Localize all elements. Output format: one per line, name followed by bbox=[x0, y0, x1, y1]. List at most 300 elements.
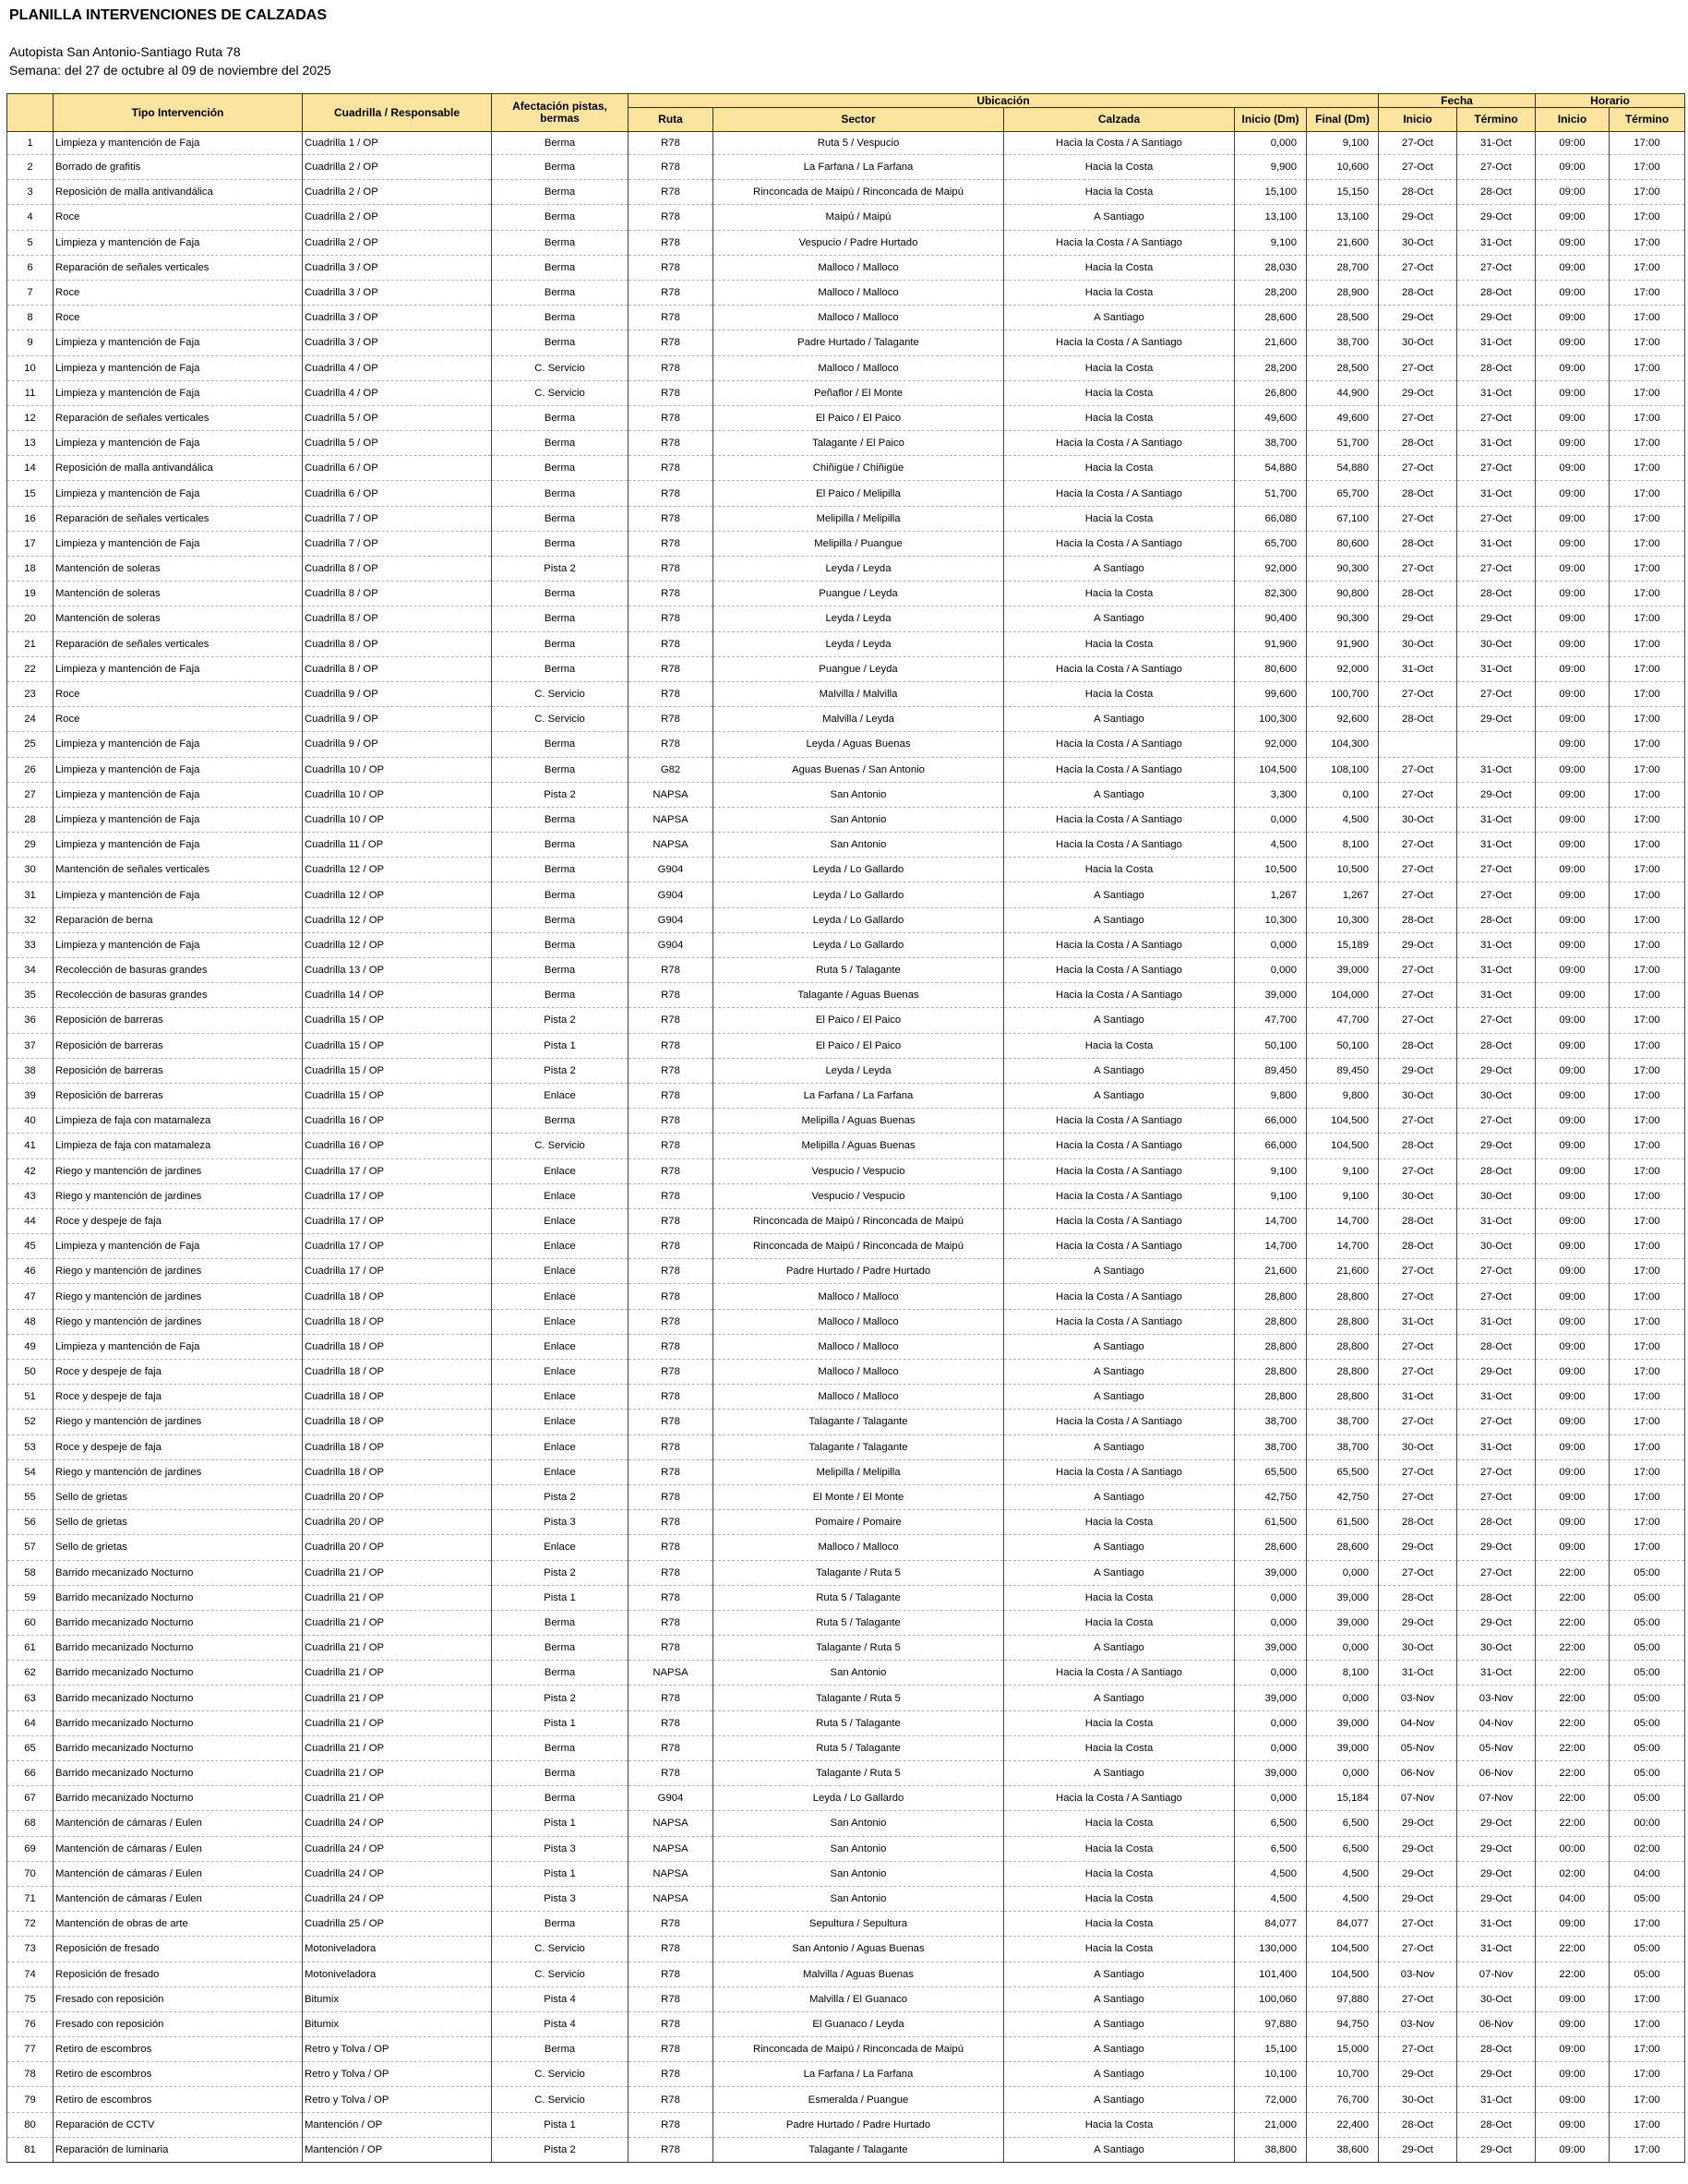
cell-hora-termino: 05:00 bbox=[1610, 1937, 1685, 1962]
cell-sector: Leyda / Leyda bbox=[713, 606, 1004, 631]
cell-fecha-termino: 27-Oct bbox=[1457, 456, 1536, 481]
cell-cuadrilla: Retro y Tolva / OP bbox=[303, 2062, 492, 2087]
table-row bbox=[7, 707, 1685, 732]
cell-sector: Talagante / Aguas Buenas bbox=[713, 983, 1004, 1008]
cell-tipo: Riego y mantención de jardines bbox=[54, 1410, 303, 1434]
cell-cuadrilla: Cuadrilla 2 / OP bbox=[303, 230, 492, 255]
cell-final-dm: 90,800 bbox=[1307, 582, 1379, 606]
cell-tipo: Roce y despeje de faja bbox=[54, 1385, 303, 1410]
cell-inicio-dm: 26,800 bbox=[1235, 380, 1307, 405]
cell-inicio-dm: 28,200 bbox=[1235, 280, 1307, 305]
cell-final-dm: 14,700 bbox=[1307, 1208, 1379, 1233]
cell-sector: Talagante / Talagante bbox=[713, 1410, 1004, 1434]
table-row bbox=[7, 1735, 1685, 1760]
cell-tipo: Barrido mecanizado Nocturno bbox=[54, 1686, 303, 1710]
cell-fecha-inicio: 04-Nov bbox=[1379, 1710, 1457, 1735]
cell-calzada: A Santiago bbox=[1004, 1986, 1235, 2011]
cell-tipo: Barrido mecanizado Nocturno bbox=[54, 1735, 303, 1760]
cell-calzada: Hacia la Costa bbox=[1004, 1585, 1235, 1610]
cell-afectacion: Pista 2 bbox=[492, 1484, 629, 1509]
cell-num: 21 bbox=[7, 631, 54, 656]
cell-calzada: A Santiago bbox=[1004, 882, 1235, 907]
cell-calzada: Hacia la Costa bbox=[1004, 1861, 1235, 1886]
cell-sector: Malloco / Malloco bbox=[713, 1334, 1004, 1359]
cell-inicio-dm: 50,100 bbox=[1235, 1033, 1307, 1058]
cell-ruta: R78 bbox=[629, 1334, 713, 1359]
cell-calzada: Hacia la Costa / A Santiago bbox=[1004, 1158, 1235, 1183]
cell-fecha-inicio: 29-Oct bbox=[1379, 205, 1457, 230]
cell-final-dm: 65,700 bbox=[1307, 481, 1379, 506]
cell-ruta: R78 bbox=[629, 1636, 713, 1661]
cell-afectacion: Berma bbox=[492, 1761, 629, 1786]
cell-afectacion: Berma bbox=[492, 2037, 629, 2062]
cell-ruta: R78 bbox=[629, 1008, 713, 1033]
cell-hora-inicio: 09:00 bbox=[1536, 1410, 1610, 1434]
cell-ruta: R78 bbox=[629, 1484, 713, 1509]
cell-final-dm: 14,700 bbox=[1307, 1234, 1379, 1259]
cell-sector: Ruta 5 / Talagante bbox=[713, 1735, 1004, 1760]
cell-tipo: Reparación de señales verticales bbox=[54, 506, 303, 531]
cell-calzada: Hacia la Costa bbox=[1004, 155, 1235, 180]
cell-fecha-termino: 27-Oct bbox=[1457, 506, 1536, 531]
cell-inicio-dm: 4,500 bbox=[1235, 1886, 1307, 1911]
cell-tipo: Limpieza y mantención de Faja bbox=[54, 132, 303, 155]
cell-sector: La Farfana / La Farfana bbox=[713, 155, 1004, 180]
cell-num: 68 bbox=[7, 1811, 54, 1836]
cell-num: 48 bbox=[7, 1309, 54, 1334]
cell-inicio-dm: 92,000 bbox=[1235, 557, 1307, 582]
cell-hora-termino: 17:00 bbox=[1610, 2062, 1685, 2087]
cell-tipo: Limpieza y mantención de Faja bbox=[54, 732, 303, 757]
cell-hora-termino: 17:00 bbox=[1610, 582, 1685, 606]
cell-hora-termino: 17:00 bbox=[1610, 1234, 1685, 1259]
cell-ruta: R78 bbox=[629, 481, 713, 506]
cell-ruta: R78 bbox=[629, 1560, 713, 1585]
cell-calzada: Hacia la Costa bbox=[1004, 858, 1235, 882]
cell-hora-inicio: 09:00 bbox=[1536, 506, 1610, 531]
table-row bbox=[7, 405, 1685, 430]
cell-inicio-dm: 28,030 bbox=[1235, 255, 1307, 280]
cell-inicio-dm: 90,400 bbox=[1235, 606, 1307, 631]
table-row bbox=[7, 2137, 1685, 2162]
cell-fecha-inicio: 29-Oct bbox=[1379, 1886, 1457, 1911]
cell-ruta: R78 bbox=[629, 1535, 713, 1560]
table-row bbox=[7, 1385, 1685, 1410]
cell-calzada: Hacia la Costa / A Santiago bbox=[1004, 1234, 1235, 1259]
cell-hora-termino: 00:00 bbox=[1610, 1811, 1685, 1836]
cell-cuadrilla: Cuadrilla 24 / OP bbox=[303, 1836, 492, 1861]
col-fecha-inicio: Inicio bbox=[1379, 108, 1457, 132]
cell-inicio-dm: 10,100 bbox=[1235, 2062, 1307, 2087]
table-row bbox=[7, 1686, 1685, 1710]
table-row bbox=[7, 907, 1685, 932]
cell-num: 24 bbox=[7, 707, 54, 732]
cell-tipo: Limpieza y mantención de Faja bbox=[54, 380, 303, 405]
cell-ruta: R78 bbox=[629, 1735, 713, 1760]
cell-fecha-termino: 31-Oct bbox=[1457, 807, 1536, 832]
cell-fecha-termino: 28-Oct bbox=[1457, 1033, 1536, 1058]
cell-sector: El Paico / El Paico bbox=[713, 1008, 1004, 1033]
cell-hora-termino: 04:00 bbox=[1610, 1861, 1685, 1886]
cell-hora-termino: 17:00 bbox=[1610, 405, 1685, 430]
cell-calzada: A Santiago bbox=[1004, 1686, 1235, 1710]
table-row bbox=[7, 1058, 1685, 1083]
cell-cuadrilla: Cuadrilla 15 / OP bbox=[303, 1008, 492, 1033]
cell-tipo: Limpieza y mantención de Faja bbox=[54, 807, 303, 832]
cell-cuadrilla: Cuadrilla 20 / OP bbox=[303, 1510, 492, 1535]
cell-inicio-dm: 0,000 bbox=[1235, 1710, 1307, 1735]
cell-tipo: Fresado con reposición bbox=[54, 1986, 303, 2011]
cell-ruta: G904 bbox=[629, 882, 713, 907]
cell-calzada: Hacia la Costa bbox=[1004, 681, 1235, 706]
cell-final-dm: 104,000 bbox=[1307, 983, 1379, 1008]
cell-hora-inicio: 09:00 bbox=[1536, 230, 1610, 255]
cell-sector: Puangue / Leyda bbox=[713, 656, 1004, 681]
cell-sector: Talagante / Talagante bbox=[713, 1434, 1004, 1459]
cell-inicio-dm: 14,700 bbox=[1235, 1208, 1307, 1233]
cell-ruta: R78 bbox=[629, 1937, 713, 1962]
cell-num: 65 bbox=[7, 1735, 54, 1760]
cell-final-dm: 51,700 bbox=[1307, 431, 1379, 456]
cell-inicio-dm: 92,000 bbox=[1235, 732, 1307, 757]
cell-ruta: R78 bbox=[629, 1234, 713, 1259]
cell-inicio-dm: 0,000 bbox=[1235, 932, 1307, 957]
cell-fecha-termino: 31-Oct bbox=[1457, 132, 1536, 155]
cell-ruta: R78 bbox=[629, 132, 713, 155]
cell-inicio-dm: 21,000 bbox=[1235, 2112, 1307, 2137]
cell-sector: Malvilla / Leyda bbox=[713, 707, 1004, 732]
cell-final-dm: 80,600 bbox=[1307, 531, 1379, 556]
cell-afectacion: Berma bbox=[492, 405, 629, 430]
cell-cuadrilla: Cuadrilla 3 / OP bbox=[303, 255, 492, 280]
cell-fecha-termino: 29-Oct bbox=[1457, 1886, 1536, 1911]
cell-afectacion: Enlace bbox=[492, 1535, 629, 1560]
cell-afectacion: Enlace bbox=[492, 1459, 629, 1484]
cell-tipo: Reposición de barreras bbox=[54, 1083, 303, 1108]
cell-final-dm: 104,500 bbox=[1307, 1937, 1379, 1962]
cell-num: 37 bbox=[7, 1033, 54, 1058]
cell-afectacion: Pista 3 bbox=[492, 1836, 629, 1861]
cell-sector: Leyda / Lo Gallardo bbox=[713, 907, 1004, 932]
cell-sector: Melipilla / Aguas Buenas bbox=[713, 1134, 1004, 1158]
cell-calzada: A Santiago bbox=[1004, 1535, 1235, 1560]
cell-final-dm: 10,700 bbox=[1307, 2062, 1379, 2087]
cell-cuadrilla: Cuadrilla 21 / OP bbox=[303, 1636, 492, 1661]
cell-calzada: A Santiago bbox=[1004, 557, 1235, 582]
table-row bbox=[7, 1083, 1685, 1108]
cell-final-dm: 28,500 bbox=[1307, 306, 1379, 330]
cell-fecha-inicio: 27-Oct bbox=[1379, 1912, 1457, 1937]
table-row bbox=[7, 606, 1685, 631]
cell-hora-inicio: 09:00 bbox=[1536, 707, 1610, 732]
cell-num: 64 bbox=[7, 1710, 54, 1735]
cell-inicio-dm: 82,300 bbox=[1235, 582, 1307, 606]
cell-tipo: Roce bbox=[54, 707, 303, 732]
cell-cuadrilla: Cuadrilla 8 / OP bbox=[303, 557, 492, 582]
cell-sector: Ruta 5 / Vespucio bbox=[713, 132, 1004, 155]
cell-ruta: R78 bbox=[629, 205, 713, 230]
cell-cuadrilla: Cuadrilla 3 / OP bbox=[303, 330, 492, 355]
table-row bbox=[7, 1986, 1685, 2011]
table-row bbox=[7, 1861, 1685, 1886]
cell-fecha-termino: 28-Oct bbox=[1457, 582, 1536, 606]
cell-calzada: Hacia la Costa bbox=[1004, 582, 1235, 606]
cell-inicio-dm: 80,600 bbox=[1235, 656, 1307, 681]
cell-calzada: Hacia la Costa / A Santiago bbox=[1004, 230, 1235, 255]
cell-cuadrilla: Cuadrilla 11 / OP bbox=[303, 833, 492, 858]
cell-fecha-inicio: 28-Oct bbox=[1379, 582, 1457, 606]
cell-num: 19 bbox=[7, 582, 54, 606]
cell-cuadrilla: Cuadrilla 21 / OP bbox=[303, 1585, 492, 1610]
cell-tipo: Barrido mecanizado Nocturno bbox=[54, 1636, 303, 1661]
cell-hora-inicio: 09:00 bbox=[1536, 681, 1610, 706]
cell-cuadrilla: Cuadrilla 4 / OP bbox=[303, 355, 492, 380]
cell-hora-inicio: 09:00 bbox=[1536, 255, 1610, 280]
cell-afectacion: C. Servicio bbox=[492, 2062, 629, 2087]
cell-fecha-inicio: 29-Oct bbox=[1379, 1836, 1457, 1861]
cell-ruta: R78 bbox=[629, 1459, 713, 1484]
cell-calzada: Hacia la Costa / A Santiago bbox=[1004, 732, 1235, 757]
cell-sector: Rinconcada de Maipú / Rinconcada de Maipú bbox=[713, 1208, 1004, 1233]
cell-final-dm: 28,800 bbox=[1307, 1360, 1379, 1385]
cell-hora-termino: 17:00 bbox=[1610, 907, 1685, 932]
cell-afectacion: Berma bbox=[492, 456, 629, 481]
cell-sector: Leyda / Lo Gallardo bbox=[713, 882, 1004, 907]
cell-fecha-inicio: 28-Oct bbox=[1379, 1134, 1457, 1158]
cell-num: 18 bbox=[7, 557, 54, 582]
cell-sector: Leyda / Lo Gallardo bbox=[713, 1786, 1004, 1811]
cell-afectacion: Enlace bbox=[492, 1259, 629, 1284]
cell-fecha-termino: 31-Oct bbox=[1457, 656, 1536, 681]
cell-calzada: Hacia la Costa bbox=[1004, 1912, 1235, 1937]
table-row bbox=[7, 155, 1685, 180]
cell-ruta: R78 bbox=[629, 431, 713, 456]
cell-fecha-termino: 28-Oct bbox=[1457, 2037, 1536, 2062]
cell-ruta: R78 bbox=[629, 1183, 713, 1208]
cell-fecha-inicio: 27-Oct bbox=[1379, 506, 1457, 531]
cell-calzada: Hacia la Costa / A Santiago bbox=[1004, 807, 1235, 832]
cell-num: 9 bbox=[7, 330, 54, 355]
cell-calzada: A Santiago bbox=[1004, 1434, 1235, 1459]
cell-ruta: R78 bbox=[629, 2011, 713, 2036]
cell-num: 46 bbox=[7, 1259, 54, 1284]
cell-hora-inicio: 22:00 bbox=[1536, 1560, 1610, 1585]
cell-fecha-termino: 27-Oct bbox=[1457, 1484, 1536, 1509]
table-row bbox=[7, 1610, 1685, 1635]
cell-final-dm: 104,300 bbox=[1307, 732, 1379, 757]
table-row bbox=[7, 1459, 1685, 1484]
cell-ruta: R78 bbox=[629, 456, 713, 481]
table-row bbox=[7, 180, 1685, 205]
cell-calzada: A Santiago bbox=[1004, 1962, 1235, 1986]
cell-num: 80 bbox=[7, 2112, 54, 2137]
cell-fecha-inicio: 27-Oct bbox=[1379, 1259, 1457, 1284]
cell-fecha-termino: 31-Oct bbox=[1457, 481, 1536, 506]
cell-hora-termino: 05:00 bbox=[1610, 1735, 1685, 1760]
cell-calzada: Hacia la Costa / A Santiago bbox=[1004, 1208, 1235, 1233]
cell-afectacion: Enlace bbox=[492, 1309, 629, 1334]
cell-fecha-termino: 31-Oct bbox=[1457, 1912, 1536, 1937]
cell-num: 10 bbox=[7, 355, 54, 380]
table-row bbox=[7, 1183, 1685, 1208]
table-row bbox=[7, 1434, 1685, 1459]
cell-inicio-dm: 28,600 bbox=[1235, 306, 1307, 330]
cell-inicio-dm: 99,600 bbox=[1235, 681, 1307, 706]
cell-hora-termino: 17:00 bbox=[1610, 330, 1685, 355]
cell-afectacion: Berma bbox=[492, 1636, 629, 1661]
cell-fecha-termino: 31-Oct bbox=[1457, 1661, 1536, 1686]
cell-calzada: A Santiago bbox=[1004, 1761, 1235, 1786]
table-row bbox=[7, 1510, 1685, 1535]
cell-afectacion: Berma bbox=[492, 807, 629, 832]
cell-calzada: Hacia la Costa / A Santiago bbox=[1004, 932, 1235, 957]
cell-hora-termino: 17:00 bbox=[1610, 1986, 1685, 2011]
cell-ruta: R78 bbox=[629, 1912, 713, 1937]
cell-fecha-inicio: 30-Oct bbox=[1379, 1183, 1457, 1208]
cell-fecha-termino: 30-Oct bbox=[1457, 1234, 1536, 1259]
cell-fecha-inicio: 27-Oct bbox=[1379, 132, 1457, 155]
cell-hora-inicio: 22:00 bbox=[1536, 1937, 1610, 1962]
cell-fecha-termino: 27-Oct bbox=[1457, 681, 1536, 706]
cell-final-dm: 4,500 bbox=[1307, 807, 1379, 832]
cell-inicio-dm: 54,880 bbox=[1235, 456, 1307, 481]
cell-hora-inicio: 09:00 bbox=[1536, 431, 1610, 456]
cell-final-dm: 61,500 bbox=[1307, 1510, 1379, 1535]
cell-fecha-termino: 27-Oct bbox=[1457, 882, 1536, 907]
cell-inicio-dm: 66,000 bbox=[1235, 1134, 1307, 1158]
cell-calzada: Hacia la Costa / A Santiago bbox=[1004, 1459, 1235, 1484]
cell-tipo: Riego y mantención de jardines bbox=[54, 1183, 303, 1208]
cell-num: 49 bbox=[7, 1334, 54, 1359]
cell-fecha-termino: 31-Oct bbox=[1457, 330, 1536, 355]
cell-cuadrilla: Cuadrilla 12 / OP bbox=[303, 858, 492, 882]
cell-final-dm: 15,184 bbox=[1307, 1786, 1379, 1811]
cell-calzada: Hacia la Costa / A Santiago bbox=[1004, 132, 1235, 155]
cell-hora-termino: 17:00 bbox=[1610, 1459, 1685, 1484]
cell-inicio-dm: 28,800 bbox=[1235, 1360, 1307, 1385]
cell-calzada: Hacia la Costa bbox=[1004, 456, 1235, 481]
cell-hora-termino: 17:00 bbox=[1610, 681, 1685, 706]
cell-fecha-termino: 28-Oct bbox=[1457, 907, 1536, 932]
cell-fecha-inicio: 30-Oct bbox=[1379, 631, 1457, 656]
cell-hora-inicio: 09:00 bbox=[1536, 1158, 1610, 1183]
cell-sector: Aguas Buenas / San Antonio bbox=[713, 757, 1004, 782]
cell-cuadrilla: Cuadrilla 10 / OP bbox=[303, 807, 492, 832]
cell-hora-termino: 17:00 bbox=[1610, 2037, 1685, 2062]
table-row bbox=[7, 431, 1685, 456]
cell-afectacion: Berma bbox=[492, 656, 629, 681]
cell-inicio-dm: 0,000 bbox=[1235, 958, 1307, 983]
cell-sector: Rinconcada de Maipú / Rinconcada de Maipú bbox=[713, 180, 1004, 205]
cell-hora-inicio: 09:00 bbox=[1536, 456, 1610, 481]
cell-calzada: Hacia la Costa bbox=[1004, 405, 1235, 430]
table-row bbox=[7, 882, 1685, 907]
cell-final-dm: 21,600 bbox=[1307, 1259, 1379, 1284]
cell-cuadrilla: Cuadrilla 17 / OP bbox=[303, 1183, 492, 1208]
cell-hora-termino: 17:00 bbox=[1610, 807, 1685, 832]
cell-hora-inicio: 09:00 bbox=[1536, 306, 1610, 330]
cell-cuadrilla: Cuadrilla 21 / OP bbox=[303, 1686, 492, 1710]
cell-tipo: Sello de grietas bbox=[54, 1535, 303, 1560]
cell-cuadrilla: Retro y Tolva / OP bbox=[303, 2087, 492, 2112]
cell-inicio-dm: 15,100 bbox=[1235, 2037, 1307, 2062]
cell-tipo: Mantención de cámaras / Eulen bbox=[54, 1836, 303, 1861]
cell-sector: Chiñigüe / Chiñigüe bbox=[713, 456, 1004, 481]
cell-inicio-dm: 28,800 bbox=[1235, 1385, 1307, 1410]
table-row bbox=[7, 1560, 1685, 1585]
page-subtitle: Autopista San Antonio-Santiago Ruta 78 bbox=[9, 44, 241, 59]
cell-tipo: Riego y mantención de jardines bbox=[54, 1459, 303, 1484]
cell-tipo: Mantención de soleras bbox=[54, 557, 303, 582]
cell-cuadrilla: Cuadrilla 8 / OP bbox=[303, 582, 492, 606]
cell-tipo: Reposición de fresado bbox=[54, 1937, 303, 1962]
cell-ruta: R78 bbox=[629, 2112, 713, 2137]
cell-inicio-dm: 61,500 bbox=[1235, 1510, 1307, 1535]
cell-ruta: R78 bbox=[629, 306, 713, 330]
cell-tipo: Reparación de señales verticales bbox=[54, 405, 303, 430]
cell-afectacion: Pista 3 bbox=[492, 1510, 629, 1535]
cell-calzada: Hacia la Costa / A Santiago bbox=[1004, 1661, 1235, 1686]
cell-final-dm: 90,300 bbox=[1307, 606, 1379, 631]
cell-calzada: Hacia la Costa bbox=[1004, 506, 1235, 531]
cell-sector: Ruta 5 / Talagante bbox=[713, 958, 1004, 983]
table-row bbox=[7, 1134, 1685, 1158]
cell-fecha-inicio: 28-Oct bbox=[1379, 1208, 1457, 1233]
table-row bbox=[7, 757, 1685, 782]
cell-hora-termino: 17:00 bbox=[1610, 656, 1685, 681]
cell-hora-inicio: 22:00 bbox=[1536, 1761, 1610, 1786]
cell-calzada: A Santiago bbox=[1004, 2087, 1235, 2112]
cell-fecha-inicio: 31-Oct bbox=[1379, 1661, 1457, 1686]
cell-tipo: Recolección de basuras grandes bbox=[54, 958, 303, 983]
cell-tipo: Reparación de luminaria bbox=[54, 2137, 303, 2162]
cell-fecha-inicio: 27-Oct bbox=[1379, 782, 1457, 807]
cell-num: 32 bbox=[7, 907, 54, 932]
cell-cuadrilla: Cuadrilla 21 / OP bbox=[303, 1761, 492, 1786]
cell-inicio-dm: 39,000 bbox=[1235, 983, 1307, 1008]
cell-final-dm: 38,600 bbox=[1307, 2137, 1379, 2162]
cell-calzada: Hacia la Costa / A Santiago bbox=[1004, 757, 1235, 782]
cell-tipo: Limpieza y mantención de Faja bbox=[54, 355, 303, 380]
cell-calzada: A Santiago bbox=[1004, 2011, 1235, 2036]
cell-fecha-termino: 07-Nov bbox=[1457, 1962, 1536, 1986]
cell-hora-inicio: 09:00 bbox=[1536, 355, 1610, 380]
cell-final-dm: 15,000 bbox=[1307, 2037, 1379, 2062]
cell-ruta: R78 bbox=[629, 1360, 713, 1385]
cell-num: 78 bbox=[7, 2062, 54, 2087]
table-row bbox=[7, 1284, 1685, 1309]
cell-sector: Padre Hurtado / Padre Hurtado bbox=[713, 2112, 1004, 2137]
cell-inicio-dm: 38,800 bbox=[1235, 2137, 1307, 2162]
cell-calzada: Hacia la Costa / A Santiago bbox=[1004, 1284, 1235, 1309]
cell-inicio-dm: 3,300 bbox=[1235, 782, 1307, 807]
table-row bbox=[7, 205, 1685, 230]
cell-cuadrilla: Cuadrilla 7 / OP bbox=[303, 506, 492, 531]
cell-final-dm: 28,800 bbox=[1307, 1309, 1379, 1334]
cell-num: 7 bbox=[7, 280, 54, 305]
cell-sector: Padre Hurtado / Talagante bbox=[713, 330, 1004, 355]
cell-final-dm: 9,800 bbox=[1307, 1083, 1379, 1108]
cell-num: 58 bbox=[7, 1560, 54, 1585]
cell-calzada: A Santiago bbox=[1004, 1083, 1235, 1108]
cell-afectacion: Berma bbox=[492, 180, 629, 205]
cell-num: 8 bbox=[7, 306, 54, 330]
cell-tipo: Roce bbox=[54, 306, 303, 330]
cell-num: 43 bbox=[7, 1183, 54, 1208]
cell-fecha-termino: 27-Oct bbox=[1457, 255, 1536, 280]
cell-tipo: Reposición de barreras bbox=[54, 1058, 303, 1083]
cell-final-dm: 8,100 bbox=[1307, 1661, 1379, 1686]
